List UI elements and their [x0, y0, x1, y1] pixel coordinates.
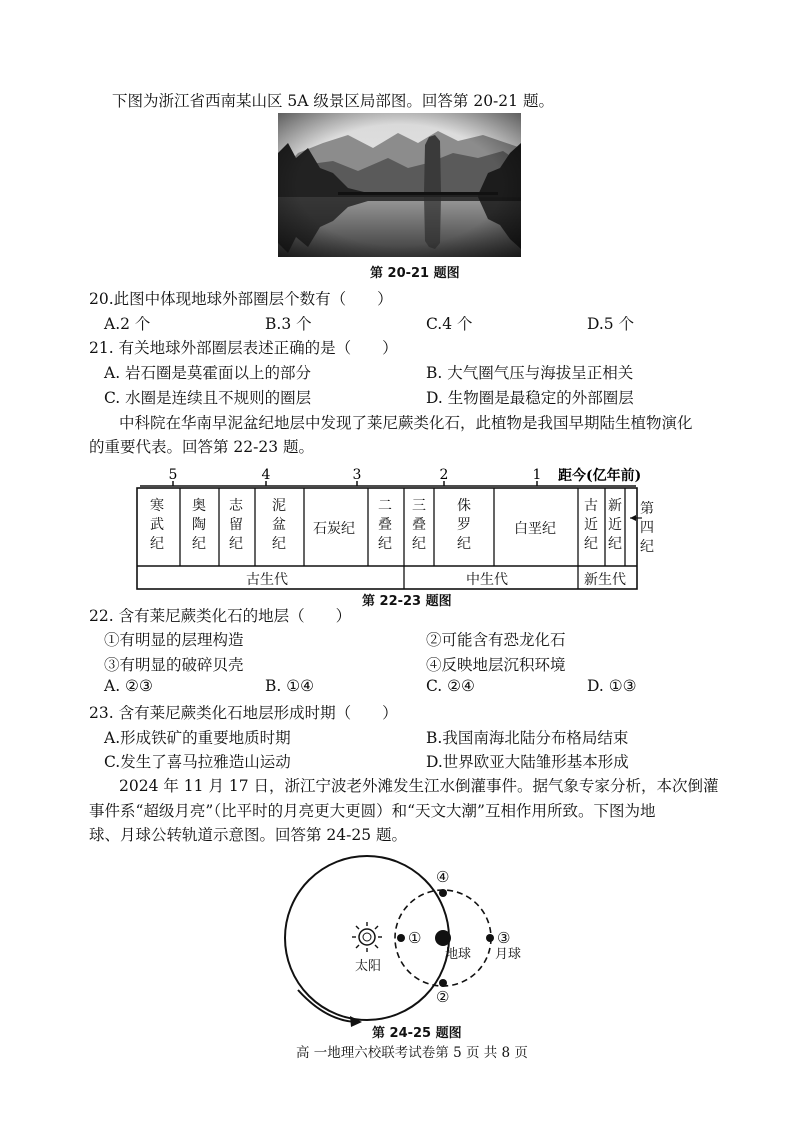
question-22-option-d: D. ①③: [587, 677, 637, 695]
question-20-option-c: C.4 个: [426, 315, 473, 333]
era-mesozoic: 中生代: [466, 572, 508, 588]
period-ordovician: 奥陶纪: [192, 498, 206, 552]
period-devonian: 泥盆纪: [272, 498, 286, 552]
era-cenozoic: 新生代: [584, 572, 626, 588]
sun-label: 太阳: [355, 959, 382, 974]
question-22-option-c: C. ②④: [426, 677, 475, 695]
period-silurian: 志留纪: [229, 498, 243, 552]
axis-label: 距今(亿年前): [558, 468, 642, 484]
question-23-option-a: A.形成铁矿的重要地质时期: [104, 729, 291, 747]
position-label-1: ①: [408, 929, 422, 947]
tick-label: 1: [532, 467, 542, 483]
question-23-stem: 23. 含有莱尼蕨类化石地层形成时期（ ）: [89, 704, 398, 722]
question-21-option-b: B. 大气圈气压与海拔呈正相关: [426, 364, 634, 382]
period-cambrian: 寒武纪: [150, 498, 164, 552]
tick-label: 5: [168, 467, 178, 483]
position-label-3: ③: [497, 929, 511, 947]
question-21-stem: 21. 有关地球外部圈层表述正确的是（ ）: [89, 339, 398, 357]
figure-caption-1: 第 20-21 题图: [370, 266, 460, 281]
moon-position-2: [439, 979, 447, 987]
period-jurassic: 侏罗纪: [457, 498, 471, 552]
moon-label: 月球: [495, 947, 522, 962]
earth-label: 地球: [445, 947, 472, 962]
intro-text-2-line2: 的重要代表。回答第 22-23 题。: [89, 438, 315, 456]
question-20-stem: 20.此图中体现地球外部圈层个数有（ ）: [89, 290, 393, 308]
position-label-2: ②: [436, 988, 450, 1006]
question-23-option-c: C.发生了喜马拉雅造山运动: [104, 753, 291, 771]
moon-position-3: [486, 934, 494, 942]
era-paleozoic: 古生代: [246, 572, 288, 588]
intro-text-3-line1: 2024 年 11 月 17 日，浙江宁波老外滩发生江水倒灌事件。据气象专家分析，本次倒灌: [119, 777, 719, 795]
question-22-item-1: ①有明显的层理构造: [104, 631, 244, 649]
intro-text-3-line2: 事件系“超级月亮”（比平时的月亮更大更圆）和“天文大潮”互相作用所致。下图为地: [89, 802, 656, 820]
tick-label: 2: [439, 467, 449, 483]
question-22-item-2: ②可能含有恐龙化石: [426, 631, 566, 649]
figure-caption-3: 第 24-25 题图: [372, 1026, 462, 1041]
intro-text-2-line1: 中科院在华南早泥盆纪地层中发现了莱尼蕨类化石，此植物是我国早期陆生植物演化: [119, 414, 693, 432]
intro-text-3-line3: 球、月球公转轨道示意图。回答第 24-25 题。: [89, 826, 408, 844]
question-20-option-b: B.3 个: [265, 315, 312, 333]
period-permian: 二叠纪: [378, 498, 392, 552]
tick-label: 3: [352, 467, 362, 483]
question-23-option-d: D.世界欧亚大陆雏形基本形成: [426, 753, 629, 771]
period-quaternary: 第四纪: [640, 501, 654, 555]
question-22-item-3: ③有明显的破碎贝壳: [104, 656, 244, 674]
period-cretaceous: 白垩纪: [514, 521, 556, 537]
question-21-option-a: A. 岩石圈是莫霍面以上的部分: [104, 364, 312, 382]
question-20-option-a: A.2 个: [104, 315, 151, 333]
tick-label: 4: [261, 467, 271, 483]
period-triassic: 三叠纪: [412, 498, 426, 552]
question-22-stem: 22. 含有莱尼蕨类化石的地层（ ）: [89, 607, 352, 625]
period-paleogene: 古近纪: [584, 498, 598, 552]
question-22-option-b: B. ①④: [265, 677, 315, 695]
question-23-option-b: B.我国南海北陆分布格局结束: [426, 729, 629, 747]
period-neogene: 新近纪: [608, 498, 622, 552]
period-carboniferous: 石炭纪: [313, 521, 355, 537]
intro-text-1: 下图为浙江省西南某山区 5A 级景区局部图。回答第 20-21 题。: [112, 92, 554, 110]
question-20-option-d: D.5 个: [587, 315, 635, 333]
question-22-item-4: ④反映地层沉积环境: [426, 656, 566, 674]
question-22-option-a: A. ②③: [104, 677, 153, 695]
figure-caption-2: 第 22-23 题图: [362, 594, 452, 609]
page-footer: 高 一地理六校联考试卷第 5 页 共 8 页: [296, 1045, 528, 1061]
question-21-option-c: C. 水圈是连续且不规则的圈层: [104, 389, 312, 407]
question-21-option-d: D. 生物圈是最稳定的外部圈层: [426, 389, 634, 407]
moon-position-4: [439, 889, 447, 897]
position-label-4: ④: [436, 868, 450, 886]
moon-position-1: [397, 934, 405, 942]
sun-icon: [352, 922, 382, 952]
